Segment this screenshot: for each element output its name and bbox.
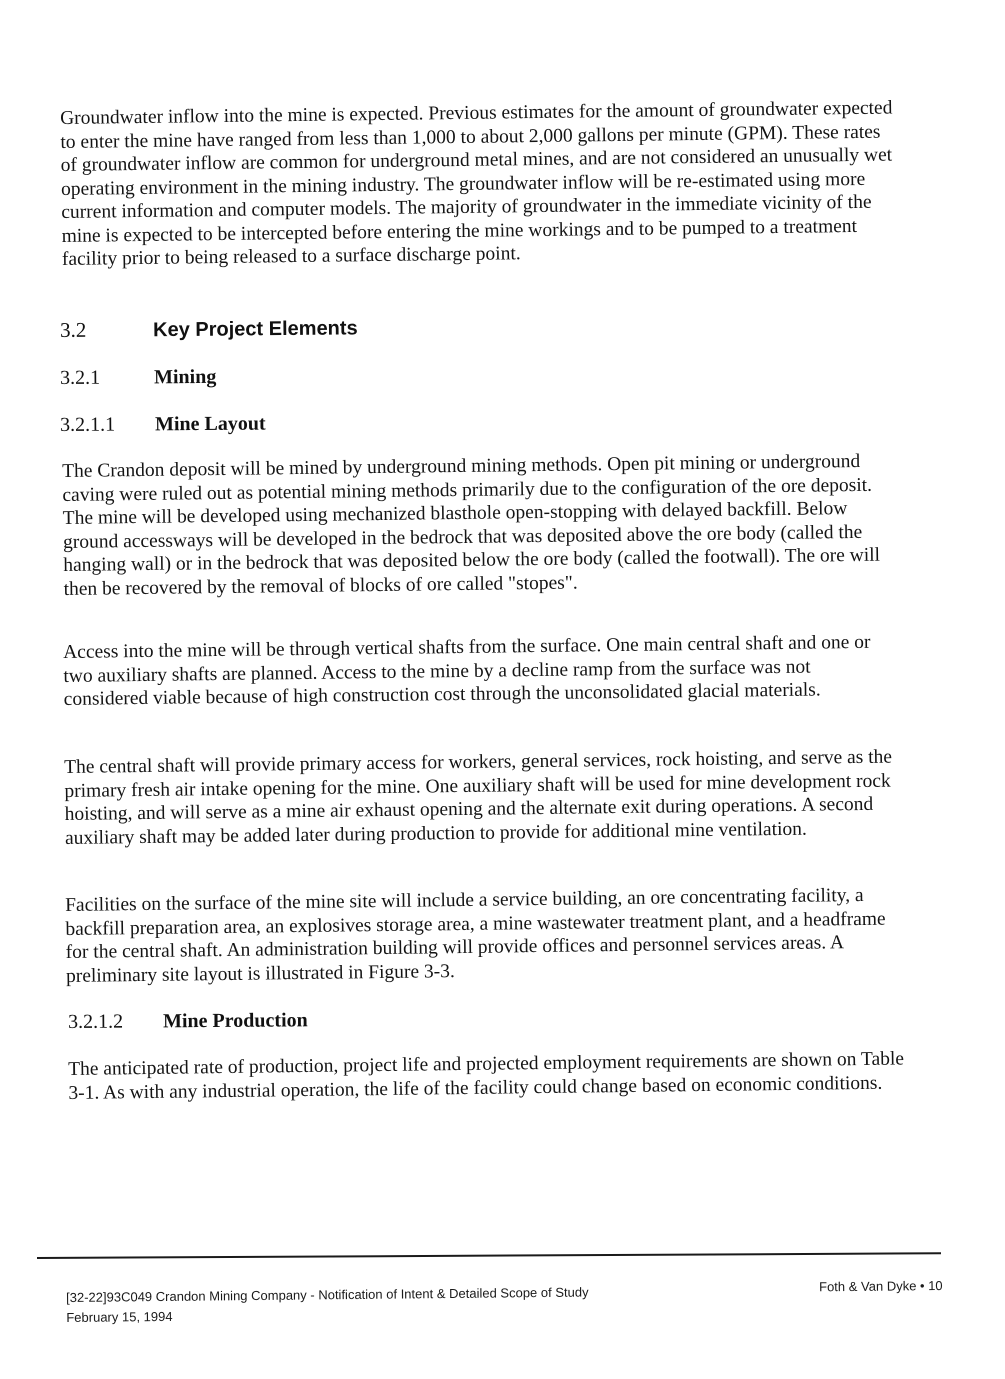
section-number: 3.2.1 (60, 366, 101, 389)
mine-production-paragraph-1: The anticipated rate of production, project life and projected employment requirements are shown on Table 3-1. As with any industrial operation, the life of the facility could change based on economic conditions. (68, 1048, 905, 1104)
footer-page-number: Foth & Van Dyke • 10 (819, 1278, 944, 1295)
mine-layout-paragraph-3: The central shaft will provide primary access for workers, general services, rock hoisting, and serve as the primary fresh air intake opening for the mine. One auxiliary shaft will be used for mine development rock hoisting, and will serve as a mine air exhaust opening and the alternate exit during operations. A second auxiliary shaft may be added later during production to provide for additional mine ventilation. (64, 746, 893, 849)
footer-document-line: [32-22]93C049 Crandon Mining Company - Notification of Intent & Detailed Scope of Study (66, 1284, 589, 1305)
footer-date: February 15, 1994 (66, 1308, 173, 1325)
section-heading-3-2-1-1 (60, 413, 266, 437)
mine-layout-paragraph-4: Facilities on the surface of the mine site will include a service building, an ore concentrating facility, a backfill preparation area, an explosives storage area, a mine wastewater treatment plant, and a headframe for the central shaft. An administration building will provide offices and personnel services areas. A preliminary site layout is illustrated in Figure 3-3. (65, 884, 886, 987)
intro-paragraph: Groundwater inflow into the mine is expected. Previous estimates for the amount of groundwater expected to enter the mine have ranged from less than 1,000 to about 2,000 gallons per minute (GPM). These rates of groundwater inflow are common for underground metal mines, and are not considered an unusually wet operating environment in the mining industry. The groundwater inflow will be re-estimated using more current information and computer models. The majority of groundwater in the immediate vicinity of the mine is expected to be intercepted before entering the mine workings and to be pumped to a treatment facility prior to being released to a surface discharge point. (60, 97, 893, 270)
footer-document-info (66, 1283, 589, 1328)
section-number: 3.2 (60, 317, 87, 342)
section-title: Mine Layout (154, 412, 266, 436)
footer-divider (37, 1252, 941, 1259)
section-heading-3-2-1-2 (68, 1009, 308, 1034)
section-number: 3.2.1.2 (68, 1010, 124, 1033)
section-title: Mining (153, 365, 217, 389)
section-title: Mine Production (162, 1009, 308, 1033)
section-heading-3-2-1 (60, 366, 216, 390)
mine-layout-paragraph-2: Access into the mine will be through vertical shafts from the surface. One main central shaft and one or two auxiliary shafts are planned. Access to the mine by a decline ramp from the surface was not considered viable because of high construction cost through the unconsolidated glacial materials. (63, 631, 871, 710)
section-number: 3.2.1.1 (60, 413, 116, 436)
section-title: Key Project Elements (153, 317, 358, 342)
mine-layout-paragraph-1: The Crandon deposit will be mined by underground mining methods. Open pit mining or underground caving were ruled out as potential mining methods primarily due to the configuration of the ore deposit. The mine will be developed using mechanized blasthole open-stopping with delayed backfill. Below ground accessways will be developed in the bedrock that was deposited above the ore body (called the hanging wall) or in the bedrock that was deposited below the ore body (called the footwall). The ore will then be recovered by the removal of blocks of ore called "stopes". (62, 450, 881, 600)
section-heading-3-2 (60, 315, 358, 343)
